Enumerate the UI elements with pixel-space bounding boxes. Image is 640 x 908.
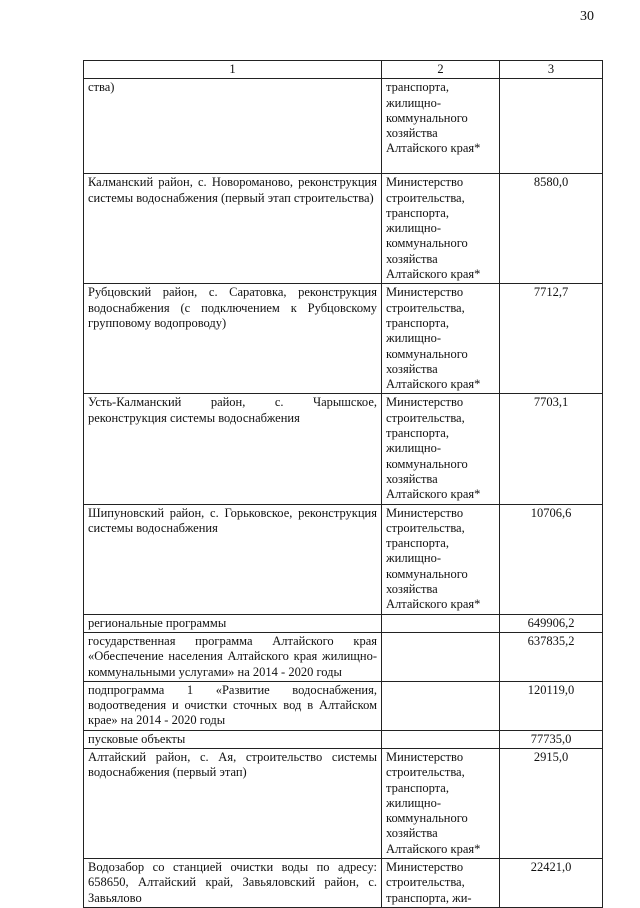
program-name-cell: государственная программа Алтайского края «Обеспечение населения Алтайского края жилищно-коммунальными услугами» на 2014 - 2020 годы [84, 632, 382, 681]
object-name-cell: Алтайский район, с. Ая, строительство системы водоснабжения (первый этап) [84, 748, 382, 858]
ministry-cell: транспорта, жилищно-коммунального хозяйства Алтайского края* [382, 79, 500, 174]
ministry-cell [382, 681, 500, 730]
header-col-2: 2 [382, 61, 500, 79]
table-row [84, 174, 603, 284]
value-cell: 120119,0 [500, 681, 603, 730]
object-name-cell: Шипуновский район, с. Горьковское, реконструкция системы водоснабжения [84, 504, 382, 614]
ministry-cell: Министерство строительства, транспорта, жи- [382, 859, 500, 908]
page-number: 30 [580, 9, 594, 24]
ministry-cell [382, 730, 500, 748]
value-cell: 7712,7 [500, 284, 603, 394]
object-name-cell: Водозабор со станцией очистки воды по адресу: 658650, Алтайский край, Завьяловский район, с. Завьялово [84, 859, 382, 908]
value-cell: 637835,2 [500, 632, 603, 681]
value-cell: 8580,0 [500, 174, 603, 284]
section-name-cell: пусковые объекты [84, 730, 382, 748]
ministry-cell: Министерство строительства, транспорта, жилищно-коммунального хозяйства Алтайского края* [382, 748, 500, 858]
subprogram-name-cell: подпрограмма 1 «Развитие водоснабжения, водоотведения и очистки сточных вод в Алтайском крае» на 2014 - 2020 годы [84, 681, 382, 730]
header-col-3: 3 [500, 61, 603, 79]
ministry-cell [382, 632, 500, 681]
ministry-cell: Министерство строительства, транспорта, жилищно-коммунального хозяйства Алтайского края* [382, 174, 500, 284]
table-row [84, 284, 603, 394]
value-cell: 10706,6 [500, 504, 603, 614]
value-cell: 22421,0 [500, 859, 603, 908]
table-row [84, 632, 603, 681]
object-name-cell: Калманский район, с. Новороманово, реконструкция системы водоснабжения (первый этап строительства) [84, 174, 382, 284]
ministry-cell: Министерство строительства, транспорта, жилищно-коммунального хозяйства Алтайского края* [382, 394, 500, 504]
table-row [84, 614, 603, 632]
ministry-cell [382, 614, 500, 632]
value-cell: 2915,0 [500, 748, 603, 858]
table-row [84, 748, 603, 858]
section-name-cell: региональные программы [84, 614, 382, 632]
table-row [84, 394, 603, 504]
value-cell: 77735,0 [500, 730, 603, 748]
value-cell: 649906,2 [500, 614, 603, 632]
value-cell [500, 79, 603, 174]
object-name-cell: ства) [84, 79, 382, 174]
header-col-1: 1 [84, 61, 382, 79]
data-table [83, 60, 603, 908]
table-row [84, 681, 603, 730]
table-row [84, 504, 603, 614]
table-row [84, 859, 603, 908]
object-name-cell: Усть-Калманский район, с. Чарышское, реконструкция системы водоснабжения [84, 394, 382, 504]
ministry-cell: Министерство строительства, транспорта, жилищно-коммунального хозяйства Алтайского края* [382, 284, 500, 394]
table-row [84, 79, 603, 174]
object-name-cell: Рубцовский район, с. Саратовка, реконструкция водоснабжения (с подключением к Рубцовскому групповому водопроводу) [84, 284, 382, 394]
table-header-row [84, 61, 603, 79]
table-row [84, 730, 603, 748]
ministry-cell: Министерство строительства, транспорта, жилищно-коммунального хозяйства Алтайского края* [382, 504, 500, 614]
value-cell: 7703,1 [500, 394, 603, 504]
